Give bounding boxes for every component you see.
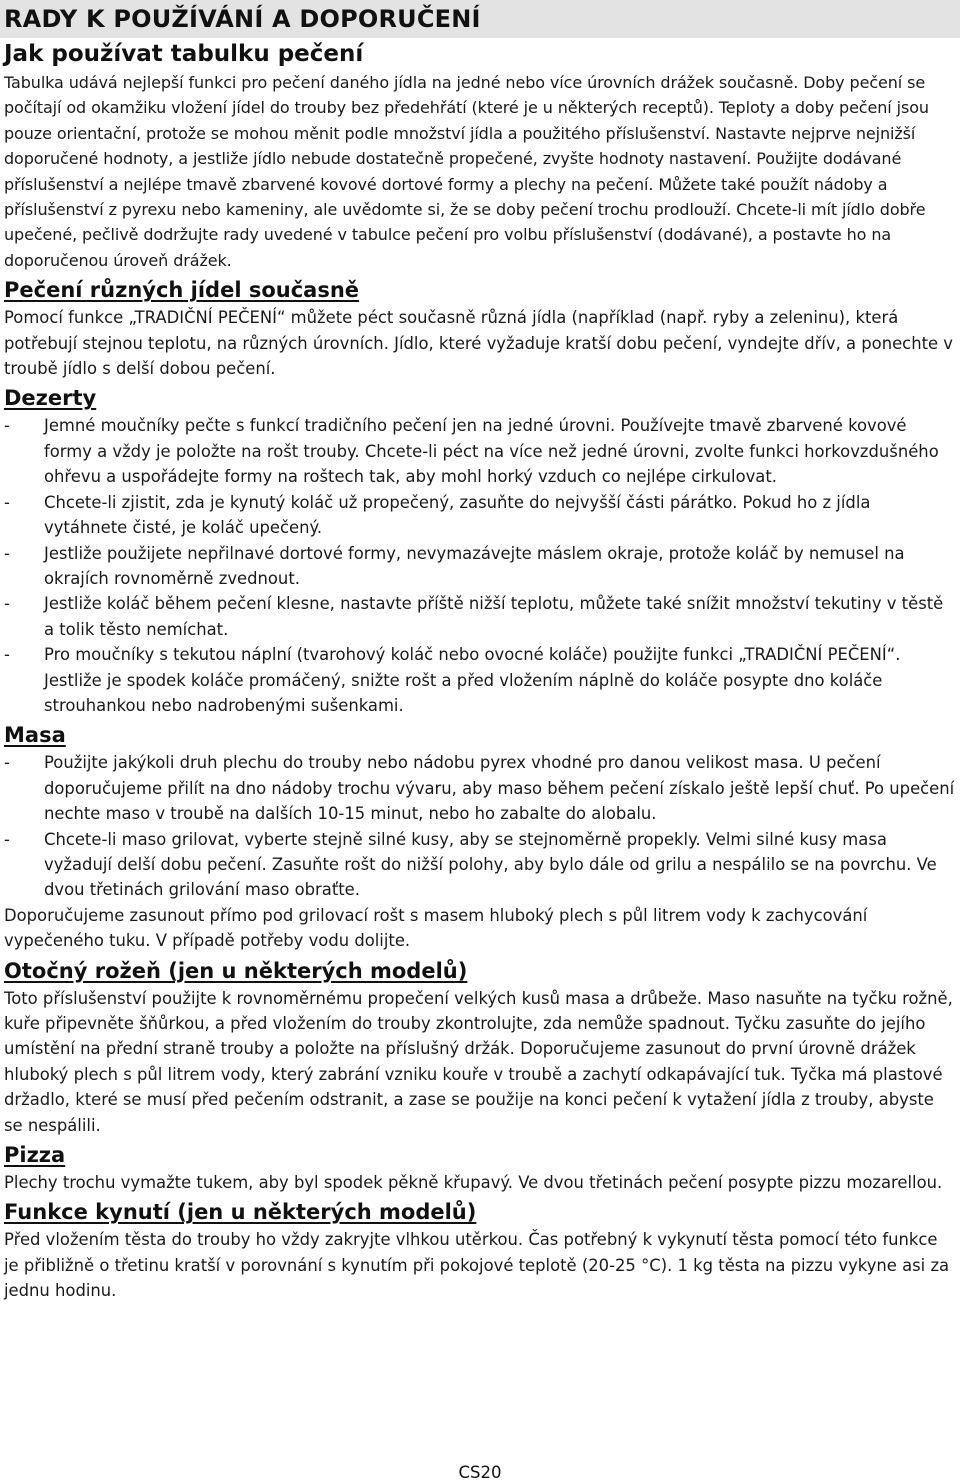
- list-item: - Jemné moučníky pečte s funkcí tradičního pečení jen na jedné úrovni. Používejte tmavě zbarvené kovové formy a vždy je položte na rošt trouby. Chcete-li péct na více než jedné úrovni, zvolte funkci horkovzdušného ohřevu a uspořádejte formy na roštech tak, aby mohl horký vzduch co nejlépe cirkulovat.: [4, 413, 956, 489]
- section-rotisserie: [4, 956, 956, 1138]
- list-item: - Chcete-li zjistit, zda je kynutý koláč už propečený, zasuňte do nejvyšší části párátko. Pokud ho z jídla vytáhnete čisté, je koláč upečený.: [4, 490, 956, 541]
- list-item: - Jestliže použijete nepřilnavé dortové formy, nevymazávejte máslem okraje, protože koláč by nemusel na okrajích rovnoměrně zvednout.: [4, 541, 956, 592]
- page-title: RADY K POUŽÍVÁNÍ A DOPORUČENÍ: [4, 5, 481, 33]
- section-heading-proving: Funkce kynutí (jen u některých modelů): [4, 1200, 477, 1225]
- paragraph-rotisserie: Toto příslušenství použijte k rovnoměrnému propečení velkých kusů masa a drůbeže. Maso nasuňte na tyčku rožně, kuře připevněte šňůrkou, a před vložením do trouby zkontrolujte, zda nemůže spadnout. Tyčku zasuňte do jejího umístění na přední straně trouby a položte na příslušný držák. Doporučujeme zasunout do první úrovně drážek hluboký plech s půl litrem vody, který zabrání vzniku kouře v troubě a zachytí odkapávající tuk. Tyčka má plastové držadlo, které se musí před pečením odstranit, a zase se použije na konci pečení k vytažení jídla z trouby, abyste se nespálili.: [4, 988, 953, 1135]
- list-item: - Použijte jakýkoli druh plechu do trouby nebo nádobu pyrex vhodné pro danou velikost masa. U pečení doporučujeme přilít na dno nádoby trochu vývaru, aby maso během pečení získalo ještě lepší chuť. Po upečení nechte maso v troubě na dalších 10-15 minut, nebo ho zabalte do alobalu.: [4, 750, 956, 826]
- section-pizza: [4, 1140, 956, 1195]
- section-heading-baking-table: Jak používat tabulku pečení: [4, 41, 364, 67]
- paragraph-baking-table: Tabulka udává nejlepší funkci pro pečení daného jídla na jedné nebo více úrovních drážek současně. Doby pečení se počítají od okamžiku vložení jídel do trouby bez předehřátí (které je u některých receptů). Teploty a doby pečení jsou pouze orientační, protože se mohou měnit podle množství jídla a použitého příslušenství. Nastavte nejprve nejnižší doporučené hodnoty, a jestliže jídlo nebude dostatečně propečené, zvyšte hodnoty nastavení. Použijte dodávané příslušenství a nejlépe tmavě zbarvené kovové dortové formy a plechy na pečení. Můžete také použít nádoby a příslušenství z pyrexu nebo kameniny, ale uvědomte si, že se doby pečení trochu prodlouží. Chcete-li mít jídlo dobře upečené, pečlivě dodržujte rady uvedené v tabulce pečení pro volbu příslušenství (dodávané), a postavte ho na doporučenou úroveň drážek.: [4, 73, 929, 270]
- document-body: [4, 38, 956, 1304]
- list-item: - Chcete-li maso grilovat, vyberte stejně silné kusy, aby se stejnoměrně propekly. Velmi silné kusy masa vyžadují delší dobu pečení. Zasuňte rošt do nižší polohy, aby bylo dále od grilu a nespálilo se na povrchu. Ve dvou třetinách grilování maso obraťte.: [4, 827, 956, 903]
- section-multi-level: [4, 275, 956, 381]
- meat-list: [4, 750, 956, 902]
- list-item: - Pro moučníky s tekutou náplní (tvarohový koláč nebo ovocné koláče) použijte funkci „TRADIČNÍ PEČENÍ“. Jestliže je spodek koláče promáčený, snižte rošt a před vložením náplně do koláče posypte dno koláče strouhankou nebo nadrobenými sušenkami.: [4, 642, 956, 718]
- section-heading-desserts: Dezerty: [4, 386, 97, 411]
- section-heading-multi-level: Pečení různých jídel současně: [4, 278, 360, 303]
- list-item: - Jestliže koláč během pečení klesne, nastavte příště nižší teplotu, můžete také snížit množství tekutiny v těstě a tolik těsto nemíchat.: [4, 591, 956, 642]
- section-heading-pizza: Pizza: [4, 1143, 66, 1168]
- section-baking-table: [4, 38, 956, 273]
- section-proving: [4, 1197, 956, 1303]
- section-desserts: [4, 383, 956, 718]
- paragraph-proving: Před vložením těsta do trouby ho vždy zakryjte vlhkou utěrkou. Čas potřebný k vykynutí těsta pomocí této funkce je přibližně o třetinu kratší v porovnání s kynutím při pokojové teplotě (20-25 °C). 1 kg těsta na pizzu vykyne asi za jednu hodinu.: [4, 1230, 950, 1301]
- section-heading-rotisserie: Otočný rožeň (jen u některých modelů): [4, 958, 468, 983]
- section-heading-meat: Masa: [4, 723, 66, 748]
- paragraph-pizza: Plechy trochu vymažte tukem, aby byl spodek pěkně křupavý. Ve dvou třetinách pečení posypte pizzu mozarellou.: [4, 1173, 943, 1193]
- paragraph-multi-level: Pomocí funkce „TRADIČNÍ PEČENÍ“ můžete péct současně různá jídla (například (např. ryby a zeleninu), která potřebují stejnou teplotu, na různých úrovních. Jídlo, které vyžaduje kratší dobu pečení, vyndejte dřív, a ponechte v troubě jídlo s delší dobou pečení.: [4, 308, 953, 379]
- page-number: CS20: [458, 1463, 502, 1482]
- desserts-list: [4, 413, 956, 718]
- header-banner: [0, 0, 960, 38]
- paragraph-meat-note: Doporučujeme zasunout přímo pod grilovací rošt s masem hluboký plech s půl litrem vody k zachycování vypečeného tuku. V případě potřeby vodu dolijte.: [4, 905, 868, 951]
- section-meat: [4, 720, 956, 953]
